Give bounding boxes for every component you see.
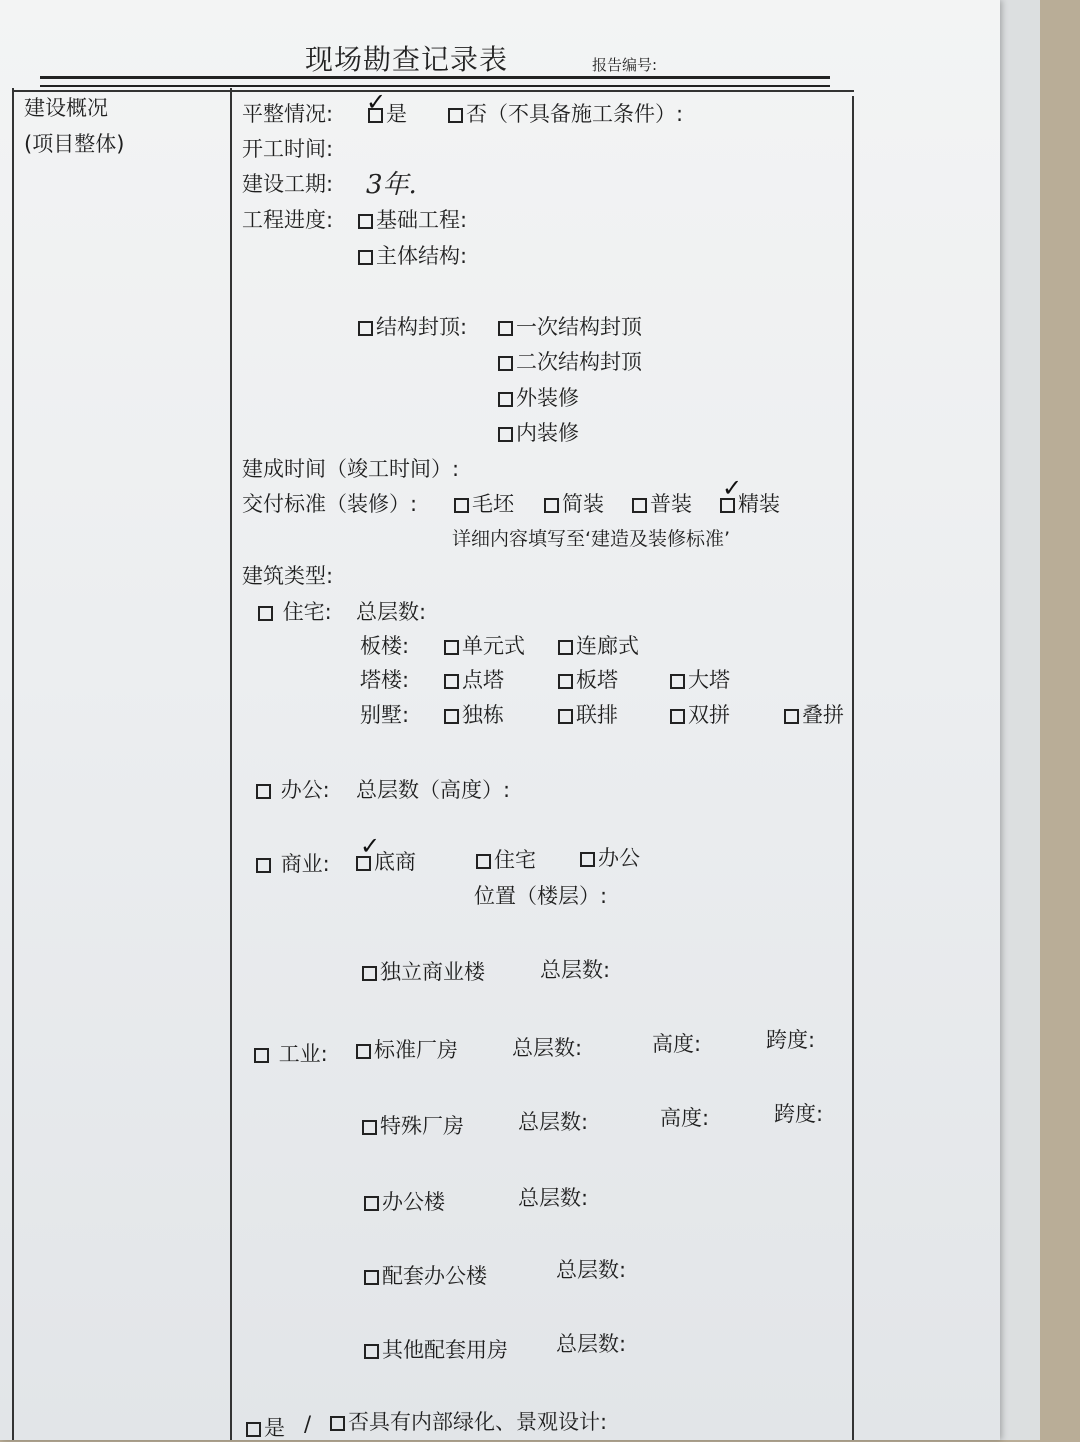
header-rule <box>40 76 830 79</box>
std-plant-span-label: 跨度: <box>766 1028 816 1052</box>
checkbox[interactable] <box>558 709 573 724</box>
option-label: 联排 <box>576 703 618 727</box>
greening-yes-option[interactable] <box>246 1412 285 1442</box>
tower-slab-option[interactable] <box>558 664 618 694</box>
table-left-border <box>12 88 14 1440</box>
progress-main-option[interactable] <box>358 240 467 270</box>
commercial-office-option[interactable] <box>580 842 640 872</box>
option-label: 住宅: <box>282 600 332 624</box>
checkbox[interactable] <box>364 1196 379 1211</box>
option-label: 独立商业楼 <box>380 960 485 984</box>
checkbox[interactable] <box>246 1422 261 1437</box>
checkbox[interactable] <box>498 392 513 407</box>
slab-label: 板楼: <box>360 634 410 658</box>
option-label: 结构封顶: <box>376 315 468 339</box>
option-label: 精装 <box>738 492 780 516</box>
option-label: 配套办公楼 <box>382 1264 487 1288</box>
type-office-option[interactable] <box>256 774 330 804</box>
completion-label: 建成时间（竣工时间）: <box>242 457 460 481</box>
checkbox[interactable] <box>580 852 595 867</box>
option-label: 一次结构封顶 <box>516 315 642 339</box>
special-plant-floors-label: 总层数: <box>518 1110 589 1134</box>
industrial-std-plant-option[interactable] <box>356 1034 458 1064</box>
option-label: 办公楼 <box>382 1190 445 1214</box>
option-label: 特殊厂房 <box>380 1114 464 1138</box>
checkbox[interactable] <box>558 640 573 655</box>
checkbox[interactable] <box>454 498 469 513</box>
option-label: 单元式 <box>462 634 525 658</box>
option-label: 叠拼 <box>802 703 844 727</box>
special-plant-span-label: 跨度: <box>774 1102 824 1126</box>
check-mark-icon: ✓ <box>360 832 381 860</box>
commercial-residential-option[interactable] <box>476 844 536 874</box>
villa-stacked-option[interactable] <box>784 699 844 729</box>
checkbox[interactable] <box>448 108 463 123</box>
delivery-label: 交付标准（装修）: <box>242 492 418 516</box>
delivery-simple-option[interactable] <box>544 488 604 518</box>
std-plant-height-label: 高度: <box>652 1032 702 1056</box>
option-label: 简装 <box>562 492 604 516</box>
type-commercial-option[interactable] <box>256 848 330 878</box>
office-bldg-floors-label: 总层数: <box>518 1186 589 1210</box>
slab-corridor-option[interactable] <box>558 630 639 660</box>
option-label: 办公: <box>280 778 330 802</box>
type-residential-option[interactable] <box>258 596 332 626</box>
option-label: 工业: <box>278 1042 328 1066</box>
option-label: 是 <box>386 102 407 126</box>
industrial-support-office-option[interactable] <box>364 1260 487 1290</box>
tower-point-option[interactable] <box>444 664 504 694</box>
delivery-rough-option[interactable] <box>454 488 514 518</box>
checkbox[interactable] <box>558 674 573 689</box>
checkbox[interactable] <box>444 709 459 724</box>
checkbox[interactable] <box>330 1416 345 1431</box>
option-label: 商业: <box>280 852 330 876</box>
slab-unit-option[interactable] <box>444 630 525 660</box>
checkbox[interactable] <box>444 674 459 689</box>
tower-big-option[interactable] <box>670 664 730 694</box>
section-sublabel: (项目整体) <box>24 132 125 156</box>
delivery-note: 详细内容填写至‘建造及装修标准’ <box>452 528 731 550</box>
checkbox[interactable] <box>356 1044 371 1059</box>
checkbox[interactable] <box>362 1120 377 1135</box>
table-right-border <box>852 96 854 1440</box>
villa-label: 别墅: <box>360 703 410 727</box>
option-label: 办公 <box>598 846 640 870</box>
section-label: 建设概况 <box>24 96 108 120</box>
industrial-office-bldg-option[interactable] <box>364 1186 445 1216</box>
option-label: 基础工程: <box>376 208 468 232</box>
build-period-value: 3年. <box>366 170 417 200</box>
checkbox[interactable] <box>364 1270 379 1285</box>
check-mark-icon: ✓ <box>366 88 387 116</box>
type-industrial-option[interactable] <box>254 1038 328 1068</box>
option-label: 连廊式 <box>576 634 639 658</box>
other-support-floors-label: 总层数: <box>556 1332 627 1356</box>
support-office-floors-label: 总层数: <box>556 1258 627 1282</box>
option-label: 主体结构: <box>376 244 468 268</box>
checkbox[interactable] <box>256 784 271 799</box>
build-period-label: 建设工期: <box>242 172 334 196</box>
progress-exterior-option[interactable] <box>498 382 579 412</box>
delivery-normal-option[interactable] <box>632 488 692 518</box>
checkbox[interactable] <box>358 250 373 265</box>
checkbox[interactable] <box>498 356 513 371</box>
option-label: 二次结构封顶 <box>516 350 642 374</box>
checkbox[interactable] <box>784 709 799 724</box>
option-label: 住宅 <box>494 848 536 872</box>
flatness-label: 平整情况: <box>242 102 334 126</box>
progress-interior-option[interactable] <box>498 417 579 447</box>
header-rule-thin <box>40 85 830 87</box>
progress-second-cap-option[interactable] <box>498 346 642 376</box>
table-top-border <box>12 90 854 92</box>
checkbox[interactable] <box>362 966 377 981</box>
progress-foundation-option[interactable] <box>358 204 467 234</box>
option-label: 大塔 <box>688 668 730 692</box>
checkbox[interactable] <box>498 427 513 442</box>
option-label: 否具有内部绿化、景观设计: <box>348 1410 608 1434</box>
greening-no-option[interactable] <box>330 1406 607 1436</box>
checkbox[interactable] <box>670 709 685 724</box>
checkbox[interactable] <box>476 854 491 869</box>
checkbox[interactable] <box>544 498 559 513</box>
form-title: 现场勘查记录表 <box>305 43 509 76</box>
villa-duplex-option[interactable] <box>670 699 730 729</box>
start-time-label: 开工时间: <box>242 137 334 161</box>
progress-label: 工程进度: <box>242 208 334 232</box>
checkbox[interactable] <box>444 640 459 655</box>
option-label: 普装 <box>650 492 692 516</box>
standalone-floors-label: 总层数: <box>540 958 611 982</box>
option-label: 双拼 <box>688 703 730 727</box>
option-label: 否（不具备施工条件）: <box>466 102 684 126</box>
option-label: 其他配套用房 <box>382 1338 508 1362</box>
standalone-commercial-option[interactable] <box>362 956 485 986</box>
option-label: 板塔 <box>576 668 618 692</box>
option-label: 标准厂房 <box>374 1038 458 1062</box>
option-label: 点塔 <box>462 668 504 692</box>
checkbox[interactable] <box>670 674 685 689</box>
progress-capped-option[interactable] <box>358 311 467 341</box>
checkbox[interactable] <box>358 321 373 336</box>
checkbox[interactable] <box>632 498 647 513</box>
greening-separator: / <box>304 1412 312 1436</box>
villa-row-option[interactable] <box>558 699 618 729</box>
commercial-position-label: 位置（楼层）: <box>474 884 608 908</box>
tower-label: 塔楼: <box>360 668 410 692</box>
special-plant-height-label: 高度: <box>660 1106 710 1130</box>
checkbox[interactable] <box>358 214 373 229</box>
checkbox[interactable] <box>254 1048 269 1063</box>
std-plant-floors-label: 总层数: <box>512 1036 583 1060</box>
checkbox[interactable] <box>258 606 273 621</box>
checkbox[interactable] <box>256 858 271 873</box>
checkbox[interactable] <box>364 1344 379 1359</box>
check-mark-icon: ✓ <box>722 474 743 502</box>
office-floors-label: 总层数（高度）: <box>356 778 511 802</box>
option-label: 独栋 <box>462 703 504 727</box>
option-label: 毛坯 <box>472 492 514 516</box>
industrial-special-plant-option[interactable] <box>362 1110 464 1140</box>
building-type-label: 建筑类型: <box>242 564 334 588</box>
table-column-divider <box>230 88 232 1440</box>
option-label: 外装修 <box>516 386 579 410</box>
option-label: 内装修 <box>516 421 579 445</box>
villa-detached-option[interactable] <box>444 699 504 729</box>
option-label: 是 <box>264 1416 285 1440</box>
residential-floors-label: 总层数: <box>356 600 427 624</box>
progress-first-cap-option[interactable] <box>498 311 642 341</box>
report-number-label: 报告编号: <box>592 56 658 74</box>
industrial-other-support-option[interactable] <box>364 1334 508 1364</box>
flatness-no-option[interactable] <box>448 98 683 128</box>
checkbox[interactable] <box>498 321 513 336</box>
option-label: 底商 <box>374 850 416 874</box>
